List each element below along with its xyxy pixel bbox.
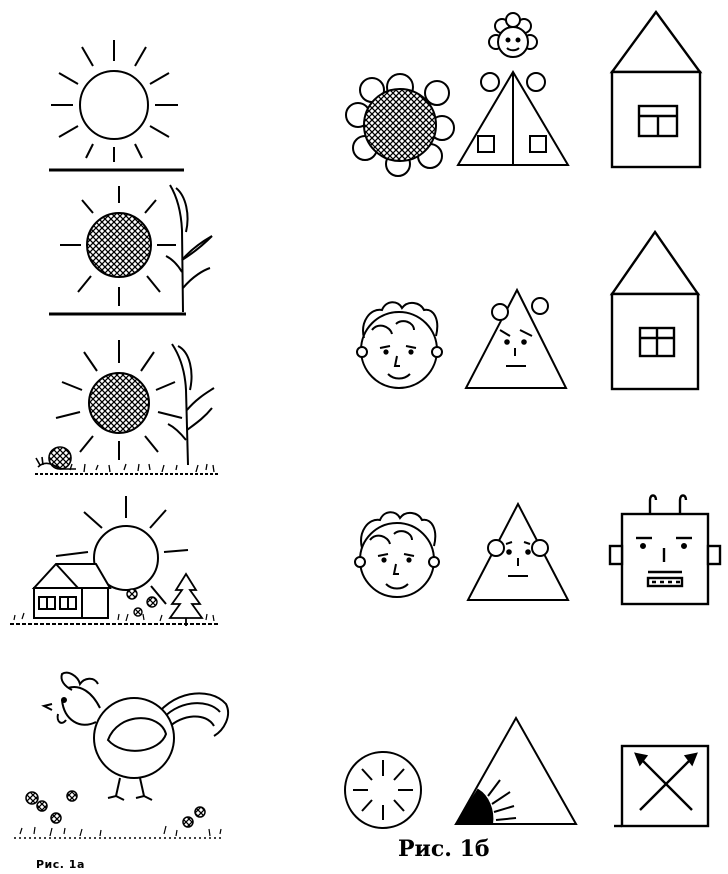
sun-icon: [51, 40, 178, 162]
corn-stalk-icon: [166, 185, 212, 312]
rooster-icon: [44, 673, 228, 800]
row-wheel-triangle-square: [345, 718, 708, 828]
boy-face-icon: [357, 302, 442, 388]
doll-triangle-icon: [458, 13, 568, 165]
square-arrows-icon: [614, 746, 708, 826]
corn-stalk-icon: [168, 344, 214, 465]
caption-left: Рис. 1а: [36, 858, 85, 871]
triangle-sunrise-icon: [456, 718, 576, 824]
grass-icon: [20, 826, 221, 836]
triangle-face-icon: [468, 504, 568, 600]
sunflower-sun-scene: [49, 185, 212, 314]
sun-scene: [49, 40, 184, 170]
boy-face-icon: [355, 512, 439, 597]
sunflower-sun-icon: [56, 340, 182, 460]
village-scene: [10, 496, 220, 626]
snail-icon: [36, 447, 76, 469]
flowers-icon: [127, 589, 157, 616]
row-boy-triangle-robot: [355, 496, 720, 605]
grass-icon: [70, 464, 214, 472]
house-icon: [34, 564, 110, 618]
robot-face-icon: [610, 496, 720, 605]
sunflower-icon: [346, 74, 454, 176]
house-icon: [612, 12, 700, 167]
row-sunflower-doll-house: [346, 12, 700, 176]
fir-tree-icon: [170, 574, 202, 626]
triangle-face-icon: [466, 290, 566, 388]
house-icon: [612, 232, 698, 389]
caption-right: Рис. 1б: [398, 836, 490, 862]
wheel-icon: [345, 752, 421, 828]
sunflower-sun-icon: [60, 186, 176, 306]
row-boy-triangle-house: [357, 232, 698, 389]
summer-scene: [35, 340, 220, 474]
rooster-scene: [14, 673, 228, 838]
